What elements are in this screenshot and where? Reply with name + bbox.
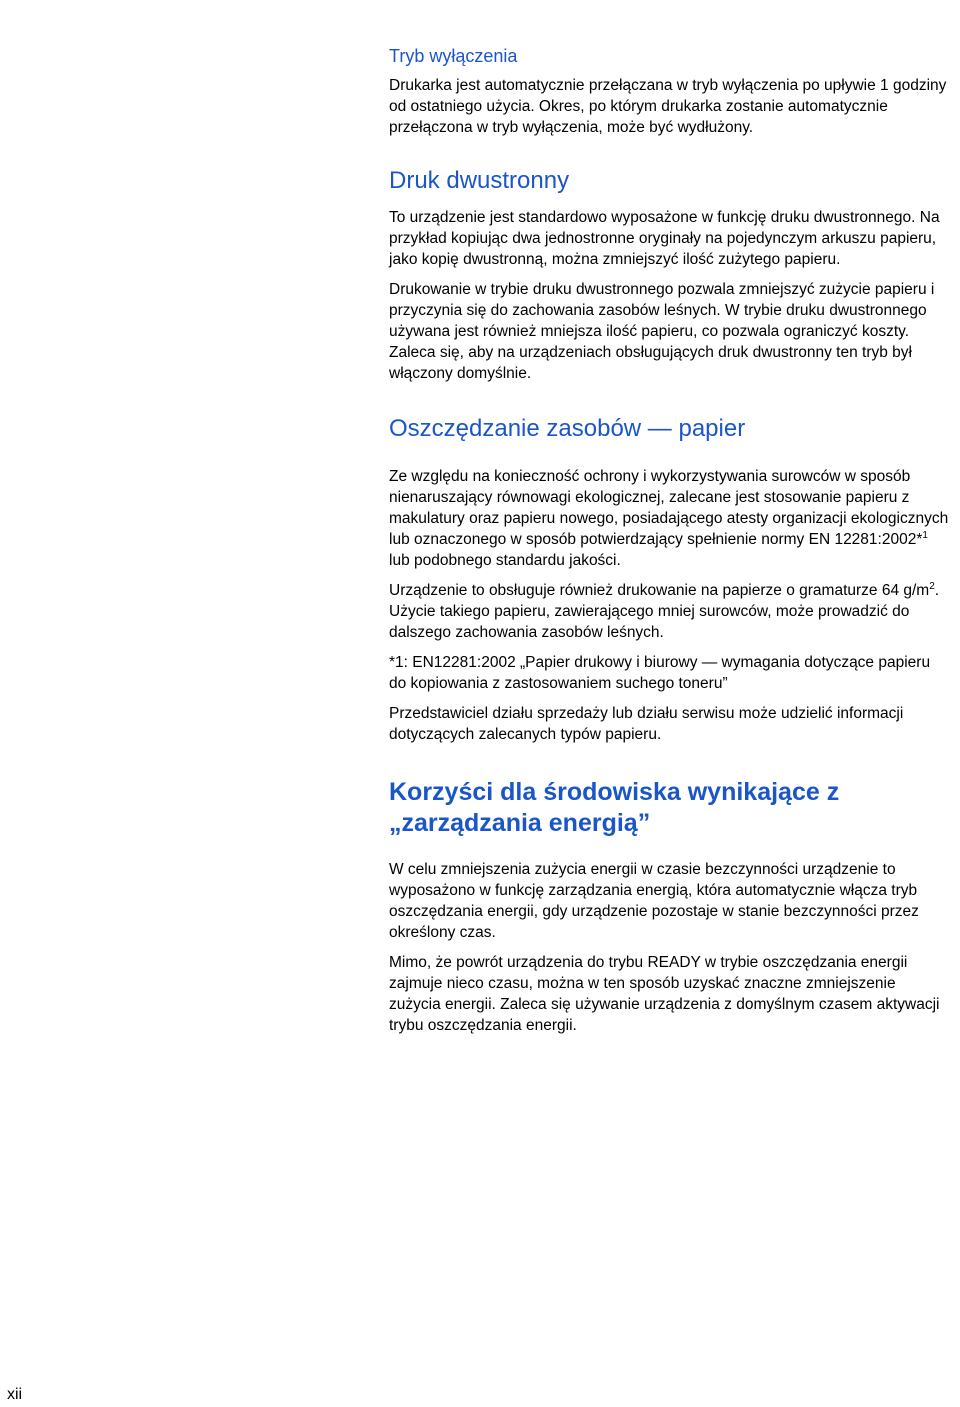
section-title-tryb-wylaczenia: Tryb wyłączenia — [389, 46, 518, 66]
paragraph-oszczedzanie-2 — [389, 580, 949, 643]
paragraph-tryb-wylaczenia: Drukarka jest automatycznie przełączana w tryb wyłączenia po upływie 1 godziny od ostatniego użycia. Okres, po którym drukarka zostanie automatycznie przełączona w tryb wyłączenia, może być wydłużony. — [389, 77, 947, 136]
superscript-2: 2 — [929, 580, 935, 592]
paragraph-korzysci-2: Mimo, że powrót urządzenia do trybu READY w trybie oszczędzania energii zajmuje nieco czasu, można w ten sposób uzyskać znaczne zmniejszenie zużycia energii. Zaleca się używanie urządzenia z domyślnym czasem aktywacji trybu oszczędzania energii. — [389, 954, 940, 1034]
page-content — [389, 44, 949, 1045]
section-title-oszczedzanie: Oszczędzanie zasobów — papier — [389, 415, 746, 442]
paragraph-druk-dwustronny-1: To urządzenie jest standardowo wyposażone w funkcję druku dwustronnego. Na przykład kopiując dwa jednostronne oryginały na pojedynczym arkuszu papieru, jako kopię dwustronną, można zmniejszyć ilość zużytego papieru. — [389, 209, 940, 268]
paragraph-oszczedzanie-1-tail: lub podobnego standardu jakości. — [389, 552, 621, 569]
footnote-marker-1: 1 — [922, 529, 928, 541]
section-title-druk-dwustronny: Druk dwustronny — [389, 167, 570, 194]
paragraph-oszczedzanie-3: Przedstawiciel działu sprzedaży lub działu serwisu może udzielić informacji dotyczących zalecanych typów papieru. — [389, 705, 904, 743]
paragraph-oszczedzanie-2-text: Urządzenie to obsługuje również drukowanie na papierze o gramaturze 64 g/m — [389, 582, 930, 599]
footnote-en12281: *1: EN12281:2002 „Papier drukowy i biurowy — wymagania dotyczące papieru do kopiowania z zastosowaniem suchego toneru” — [389, 654, 931, 692]
paragraph-oszczedzanie-1-text: Ze względu na konieczność ochrony i wykorzystywania surowców w sposób nienaruszający równowagi ekologicznej, zalecane jest stosowanie papieru z makulatury oraz papieru nowego, posiadającego atesty organizacji ekologicznych lub oznaczonego w sposób potwierdzający spełnienie normy EN 12281:2002* — [389, 468, 949, 548]
footer-divider — [0, 1374, 960, 1375]
page-number: xii — [7, 1386, 23, 1403]
paragraph-oszczedzanie-2-tail: . Użycie takiego papieru, zawierającego mniej surowców, może prowadzić do dalszego zachowania zasobów leśnych. — [389, 582, 940, 641]
paragraph-korzysci-1: W celu zmniejszenia zużycia energii w czasie bezczynności urządzenie to wyposażono w funkcję zarządzania energią, która automatycznie włącza tryb oszczędzania energii, gdy urządzenie pozostaje w stanie bezczynności przez określony czas. — [389, 861, 919, 941]
paragraph-druk-dwustronny-2: Drukowanie w trybie druku dwustronnego pozwala zmniejszyć zużycie papieru i przyczynia się do zachowania zasobów leśnych. W trybie druku dwustronnego używana jest również mniejsza ilość papieru, co pozwala ograniczyć koszty. Zaleca się, aby na urządzeniach obsługujących druk dwustronny ten tryb był włączony domyślnie. — [389, 281, 935, 382]
section-title-korzysci: Korzyści dla środowiska wynikające z „zarządzania energią” — [389, 778, 840, 837]
paragraph-oszczedzanie-1 — [389, 466, 949, 571]
